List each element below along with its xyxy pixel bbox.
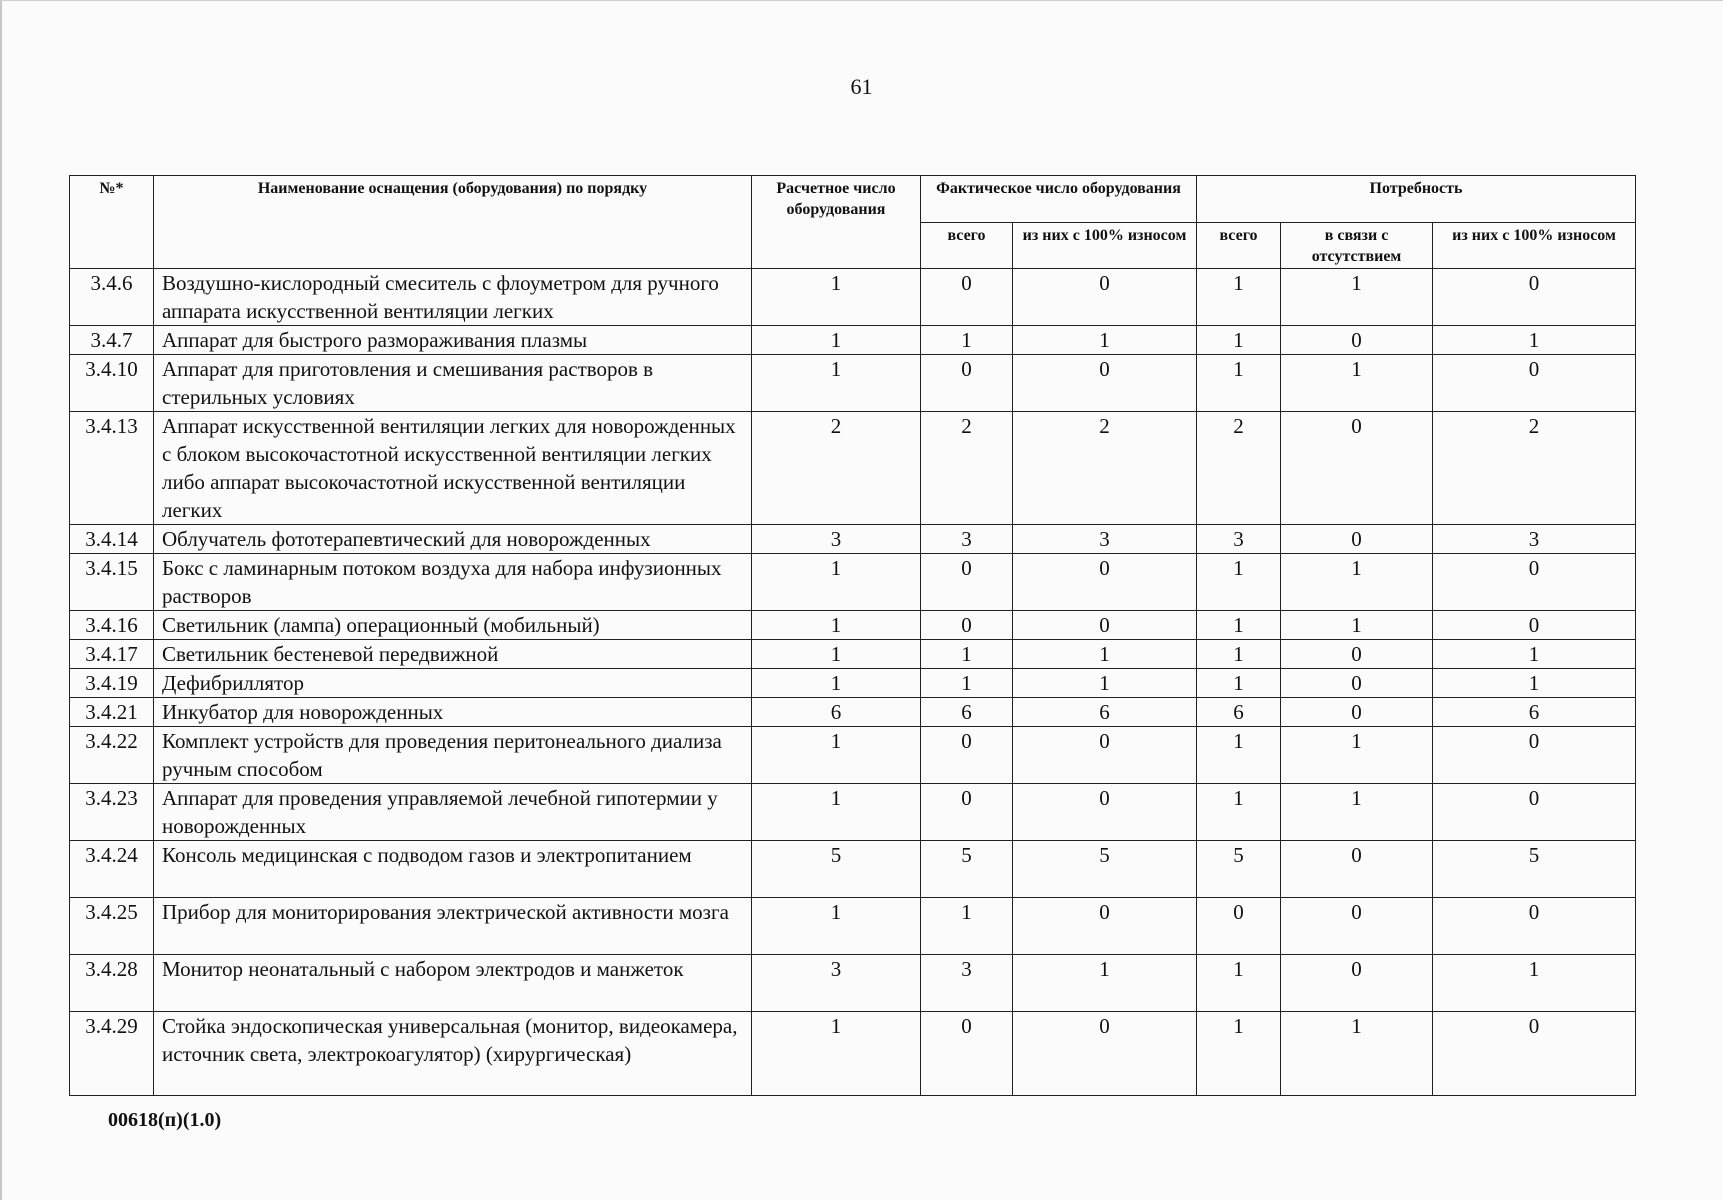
table-row <box>70 955 1636 1012</box>
row-need-worn: 1 <box>1433 640 1636 669</box>
row-actual-total: 0 <box>921 727 1013 784</box>
row-number: 3.4.16 <box>70 611 154 640</box>
row-need-total: 1 <box>1197 640 1281 669</box>
row-name: Аппарат для проведения управляемой лечебной гипотермии у новорожденных <box>154 784 752 841</box>
row-need-total: 1 <box>1197 269 1281 326</box>
table-row <box>70 640 1636 669</box>
row-need-total: 0 <box>1197 898 1281 955</box>
table-row <box>70 898 1636 955</box>
row-name: Стойка эндоскопическая универсальная (монитор, видеокамера, источник света, электрокоагулятор) (хирургическая) <box>154 1012 752 1096</box>
row-actual-worn: 6 <box>1013 698 1197 727</box>
row-actual-worn: 1 <box>1013 955 1197 1012</box>
row-name: Светильник (лампа) операционный (мобильный) <box>154 611 752 640</box>
row-actual-worn: 0 <box>1013 898 1197 955</box>
table-row <box>70 525 1636 554</box>
table-row <box>70 727 1636 784</box>
row-need-total: 6 <box>1197 698 1281 727</box>
row-number: 3.4.13 <box>70 412 154 525</box>
row-need-total: 2 <box>1197 412 1281 525</box>
header-need-worn: из них с 100% износом <box>1433 223 1636 269</box>
row-need-total: 5 <box>1197 841 1281 898</box>
row-actual-total: 3 <box>921 955 1013 1012</box>
row-need-worn: 2 <box>1433 412 1636 525</box>
row-calculated: 1 <box>752 554 921 611</box>
row-actual-worn: 0 <box>1013 784 1197 841</box>
table-row <box>70 1012 1636 1096</box>
row-need-worn: 5 <box>1433 841 1636 898</box>
row-need-worn: 1 <box>1433 326 1636 355</box>
row-actual-total: 0 <box>921 784 1013 841</box>
row-calculated: 2 <box>752 412 921 525</box>
page-number: 61 <box>850 74 873 99</box>
row-actual-total: 1 <box>921 326 1013 355</box>
header-actual-group: Фактическое число оборудования <box>921 176 1197 223</box>
row-calculated: 1 <box>752 898 921 955</box>
row-calculated: 5 <box>752 841 921 898</box>
row-name: Аппарат для приготовления и смешивания растворов в стерильных условиях <box>154 355 752 412</box>
row-need-absent: 1 <box>1281 554 1433 611</box>
row-number: 3.4.29 <box>70 1012 154 1096</box>
equipment-table-wrapper <box>69 175 1635 1096</box>
row-actual-total: 0 <box>921 554 1013 611</box>
row-need-total: 1 <box>1197 326 1281 355</box>
row-number: 3.4.23 <box>70 784 154 841</box>
row-name: Облучатель фототерапевтический для новорожденных <box>154 525 752 554</box>
table-header <box>70 176 1636 269</box>
row-actual-total: 1 <box>921 898 1013 955</box>
row-actual-worn: 1 <box>1013 326 1197 355</box>
row-name: Аппарат для быстрого размораживания плазмы <box>154 326 752 355</box>
table-row <box>70 326 1636 355</box>
row-actual-worn: 1 <box>1013 640 1197 669</box>
row-need-total: 3 <box>1197 525 1281 554</box>
row-actual-worn: 0 <box>1013 1012 1197 1096</box>
table-row <box>70 355 1636 412</box>
row-number: 3.4.7 <box>70 326 154 355</box>
row-need-total: 1 <box>1197 611 1281 640</box>
row-calculated: 1 <box>752 269 921 326</box>
row-need-worn: 1 <box>1433 669 1636 698</box>
row-number: 3.4.28 <box>70 955 154 1012</box>
table-row <box>70 669 1636 698</box>
row-actual-worn: 2 <box>1013 412 1197 525</box>
row-need-absent: 1 <box>1281 727 1433 784</box>
row-need-worn: 0 <box>1433 554 1636 611</box>
row-actual-total: 0 <box>921 1012 1013 1096</box>
row-number: 3.4.14 <box>70 525 154 554</box>
row-number: 3.4.6 <box>70 269 154 326</box>
row-need-absent: 0 <box>1281 412 1433 525</box>
row-actual-worn: 0 <box>1013 355 1197 412</box>
header-number: №* <box>70 176 154 269</box>
table-row <box>70 611 1636 640</box>
row-need-absent: 0 <box>1281 955 1433 1012</box>
row-need-worn: 0 <box>1433 1012 1636 1096</box>
table-row <box>70 841 1636 898</box>
row-need-total: 1 <box>1197 955 1281 1012</box>
row-calculated: 1 <box>752 727 921 784</box>
row-need-total: 1 <box>1197 355 1281 412</box>
row-need-total: 1 <box>1197 727 1281 784</box>
row-actual-worn: 0 <box>1013 554 1197 611</box>
row-actual-worn: 5 <box>1013 841 1197 898</box>
row-need-absent: 0 <box>1281 669 1433 698</box>
row-number: 3.4.22 <box>70 727 154 784</box>
row-calculated: 1 <box>752 355 921 412</box>
row-need-worn: 1 <box>1433 955 1636 1012</box>
table-row <box>70 412 1636 525</box>
row-actual-total: 0 <box>921 355 1013 412</box>
row-actual-total: 0 <box>921 611 1013 640</box>
row-need-absent: 0 <box>1281 898 1433 955</box>
row-actual-total: 2 <box>921 412 1013 525</box>
row-need-absent: 0 <box>1281 698 1433 727</box>
row-need-worn: 6 <box>1433 698 1636 727</box>
row-need-worn: 0 <box>1433 898 1636 955</box>
row-calculated: 3 <box>752 955 921 1012</box>
row-actual-worn: 3 <box>1013 525 1197 554</box>
row-actual-worn: 0 <box>1013 611 1197 640</box>
row-need-total: 1 <box>1197 669 1281 698</box>
table-row <box>70 269 1636 326</box>
row-need-worn: 0 <box>1433 727 1636 784</box>
row-name: Бокс с ламинарным потоком воздуха для набора инфузионных растворов <box>154 554 752 611</box>
table-row <box>70 554 1636 611</box>
row-calculated: 1 <box>752 784 921 841</box>
row-name: Дефибриллятор <box>154 669 752 698</box>
header-actual-total: всего <box>921 223 1013 269</box>
header-need-group: Потребность <box>1197 176 1636 223</box>
document-code: 00618(п)(1.0) <box>108 1109 222 1131</box>
row-name: Инкубатор для новорожденных <box>154 698 752 727</box>
table-row <box>70 784 1636 841</box>
row-number: 3.4.21 <box>70 698 154 727</box>
row-calculated: 1 <box>752 669 921 698</box>
row-need-worn: 0 <box>1433 269 1636 326</box>
row-actual-worn: 0 <box>1013 727 1197 784</box>
row-actual-total: 6 <box>921 698 1013 727</box>
row-calculated: 1 <box>752 326 921 355</box>
row-number: 3.4.17 <box>70 640 154 669</box>
header-need-total: всего <box>1197 223 1281 269</box>
row-need-absent: 1 <box>1281 269 1433 326</box>
row-name: Воздушно-кислородный смеситель с флоуметром для ручного аппарата искусственной вентиляции легких <box>154 269 752 326</box>
row-name: Консоль медицинская с подводом газов и электропитанием <box>154 841 752 898</box>
row-calculated: 3 <box>752 525 921 554</box>
row-need-absent: 1 <box>1281 611 1433 640</box>
row-actual-total: 1 <box>921 640 1013 669</box>
row-need-worn: 3 <box>1433 525 1636 554</box>
row-need-absent: 0 <box>1281 326 1433 355</box>
header-calculated: Расчетное число оборудования <box>752 176 921 269</box>
scan-left-edge <box>0 0 2 1200</box>
scan-top-edge <box>0 0 1723 1</box>
header-need-absent: в связи с отсутствием <box>1281 223 1433 269</box>
row-need-worn: 0 <box>1433 611 1636 640</box>
row-actual-total: 5 <box>921 841 1013 898</box>
row-name: Светильник бестеневой передвижной <box>154 640 752 669</box>
header-name: Наименование оснащения (оборудования) по порядку <box>154 176 752 269</box>
row-need-absent: 1 <box>1281 784 1433 841</box>
row-need-worn: 0 <box>1433 355 1636 412</box>
row-need-absent: 0 <box>1281 841 1433 898</box>
row-name: Аппарат искусственной вентиляции легких для новорожденных с блоком высокочастотной искусственной вентиляции легких либо аппарат высокочастотной искусственной вентиляции легких <box>154 412 752 525</box>
table-body <box>70 269 1636 1096</box>
row-name: Прибор для мониторирования электрической активности мозга <box>154 898 752 955</box>
row-actual-total: 1 <box>921 669 1013 698</box>
row-calculated: 6 <box>752 698 921 727</box>
row-actual-worn: 0 <box>1013 269 1197 326</box>
row-calculated: 1 <box>752 1012 921 1096</box>
row-number: 3.4.25 <box>70 898 154 955</box>
row-need-total: 1 <box>1197 1012 1281 1096</box>
row-need-absent: 0 <box>1281 640 1433 669</box>
row-number: 3.4.24 <box>70 841 154 898</box>
row-name: Комплект устройств для проведения перитонеального диализа ручным способом <box>154 727 752 784</box>
row-need-total: 1 <box>1197 554 1281 611</box>
row-actual-worn: 1 <box>1013 669 1197 698</box>
row-need-absent: 1 <box>1281 1012 1433 1096</box>
row-need-total: 1 <box>1197 784 1281 841</box>
row-number: 3.4.19 <box>70 669 154 698</box>
table-row <box>70 698 1636 727</box>
row-number: 3.4.10 <box>70 355 154 412</box>
row-calculated: 1 <box>752 640 921 669</box>
row-number: 3.4.15 <box>70 554 154 611</box>
row-need-worn: 0 <box>1433 784 1636 841</box>
row-actual-total: 0 <box>921 269 1013 326</box>
row-need-absent: 0 <box>1281 525 1433 554</box>
row-calculated: 1 <box>752 611 921 640</box>
row-name: Монитор неонатальный с набором электродов и манжеток <box>154 955 752 1012</box>
row-need-absent: 1 <box>1281 355 1433 412</box>
equipment-table <box>69 175 1636 1096</box>
row-actual-total: 3 <box>921 525 1013 554</box>
header-actual-worn: из них с 100% износом <box>1013 223 1197 269</box>
